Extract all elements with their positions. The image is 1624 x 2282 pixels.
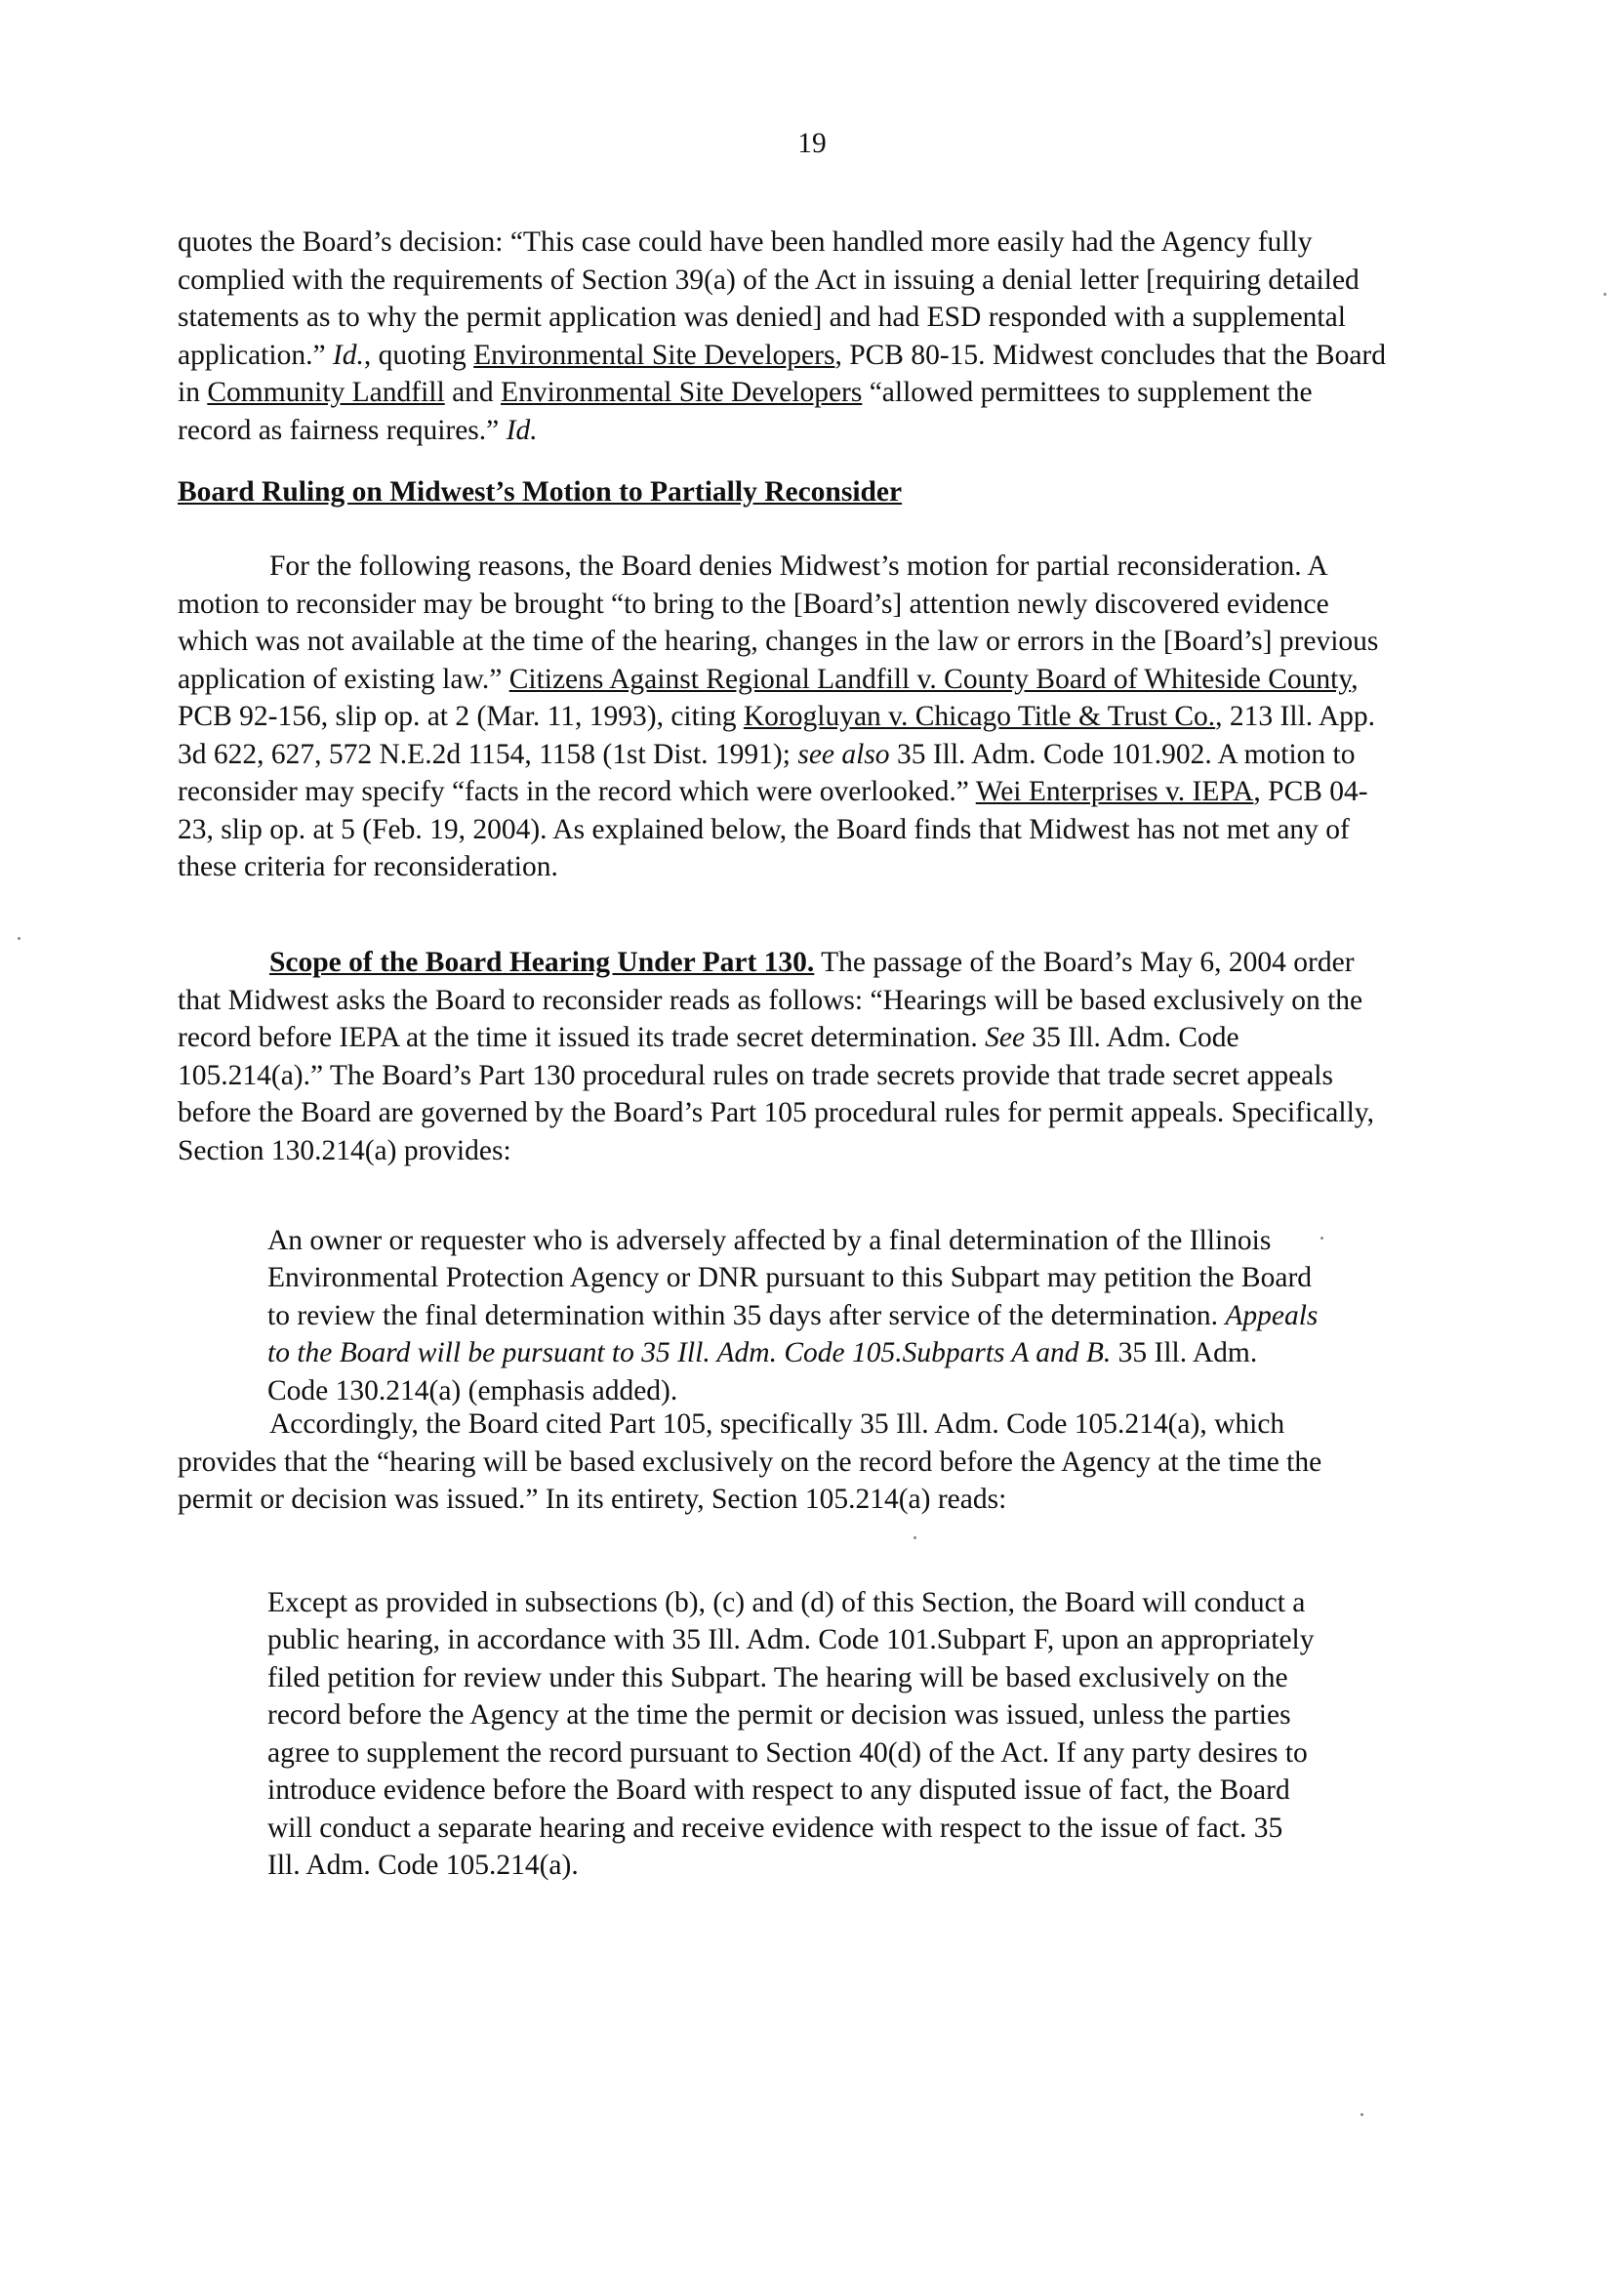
scan-speck [1320, 1237, 1323, 1240]
text-run: Except as provided in subsections (b), (c) and (d) of this Section, the Board will conduct a public hearing, in accordance with 35 Ill. Adm. Code 101.Subpart F, upon an appropriately filed petition for review under this Subpart. The hearing will be based exclusively on the record before the Agency at the time the permit or decision was issued, unless the parties agree to supplement the record pursuant to Section 40(d) of the Act. If any party desires to introduce evidence before the Board with respect to any disputed issue of fact, the Board will conduct a separate hearing and receive evidence with respect to the issue of fact. 35 Ill. Adm. Code 105.214(a). [267, 1586, 1315, 1881]
scan-speck [1360, 2113, 1363, 2116]
text-run: For the following reasons, the Board denies Midwest’s motion for partial reconsideration. A motion to reconsider may be brought “to bring to the [Board’s] attention newly discovered evidence which was not available at the time of the hearing, changes in the law or errors in the [Board’s] previous application of existing law.” [178, 550, 1379, 695]
scan-speck [18, 937, 20, 940]
case-name: Community Landfill [207, 377, 445, 408]
scan-speck [1604, 293, 1606, 296]
text-run: 35 Ill. Adm. Code 101.902. A motion to reconsider may specify “facts in the record which were overlooked.” [178, 738, 1356, 807]
text-run: , quoting [363, 339, 474, 371]
text-run: , PCB 80-15. Midwest concludes that the Board in [178, 339, 1386, 408]
paragraph-scope-of-hearing [178, 944, 1388, 1169]
paragraph-board-denies [178, 548, 1388, 886]
paragraph-midwest-quotes [178, 224, 1388, 449]
paragraph-accordingly [178, 1406, 1388, 1519]
text-run: Accordingly, the Board cited Part 105, specifically 35 Ill. Adm. Code 105.214(a), which provides that the “hearing will be based exclusively on the record before the Agency at the time the permit or decision was issued.” In its entirety, Section 105.214(a) reads: [178, 1408, 1322, 1515]
case-name: Citizens Against Regional Landfill v. County Board of Whiteside County [508, 663, 1352, 695]
text-run: quotes the Board’s decision: “This case could have been handled more easily had the Agency fully complied with the requirements of Section 39(a) of the Act in issuing a denial letter [requiring detailed statements as to why the permit application was denied] and had ESD responded with a supplemental application.” [178, 226, 1360, 371]
text-run: The passage of the Board’s May 6, 2004 order that Midwest asks the Board to reconsider reads as follows: “Hearings will be based exclusively on the record before IEPA at the time it issued its trade secret determination. [178, 947, 1363, 1053]
page-number: 19 [797, 128, 827, 159]
emphasized-text: Appeals to the Board will be pursuant to 35 Ill. Adm. Code 105.Subparts A and B. [267, 1299, 1319, 1368]
text-run: 35 Ill. Adm. Code 130.214(a) (emphasis added). [267, 1337, 1258, 1406]
scan-speck [914, 1536, 916, 1539]
case-name: Environmental Site Developers [501, 377, 863, 408]
text-run: “allowed permittees to supplement the record as fairness requires.” [178, 377, 1313, 446]
citation-id: Id. [506, 414, 538, 446]
text-run: and [444, 377, 502, 408]
text-run: , PCB 92-156, slip op. at 2 (Mar. 11, 1993), citing [178, 663, 1359, 732]
block-quote-105-214 [267, 1555, 1321, 1913]
section-heading: Board Ruling on Midwest’s Motion to Partially Reconsider [178, 476, 903, 508]
block-quote-130-214 [267, 1193, 1321, 1439]
case-name: Environmental Site Developers [473, 339, 835, 371]
subheading: Scope of the Board Hearing Under Part 130. [269, 947, 815, 978]
see-signal: See [985, 1022, 1026, 1053]
case-name: Wei Enterprises v. IEPA [975, 776, 1254, 807]
text-run: , PCB 04-23, slip op. at 5 (Feb. 19, 2004). As explained below, the Board finds that Midwest has not met any of these criteria for reconsideration. [178, 776, 1368, 882]
text-run: An owner or requester who is adversely affected by a final determination of the Illinois Environmental Protection Agency or DNR pursuant to this Subpart may petition the Board to review the final determination within 35 days after service of the determination. [267, 1224, 1313, 1331]
text-run: , 213 Ill. App. 3d 622, 627, 572 N.E.2d 1154, 1158 (1st Dist. 1991); [178, 701, 1376, 770]
text-run: 35 Ill. Adm. Code 105.214(a).” The Board’s Part 130 procedural rules on trade secrets provide that trade secret appeals before the Board are governed by the Board’s Part 105 procedural rules for permit appeals. Specifically, Section 130.214(a) provides: [178, 1022, 1374, 1166]
see-also-signal: see also [797, 738, 890, 770]
citation-id: Id. [332, 339, 364, 371]
case-name: Korogluyan v. Chicago Title & Trust Co. [743, 701, 1216, 732]
